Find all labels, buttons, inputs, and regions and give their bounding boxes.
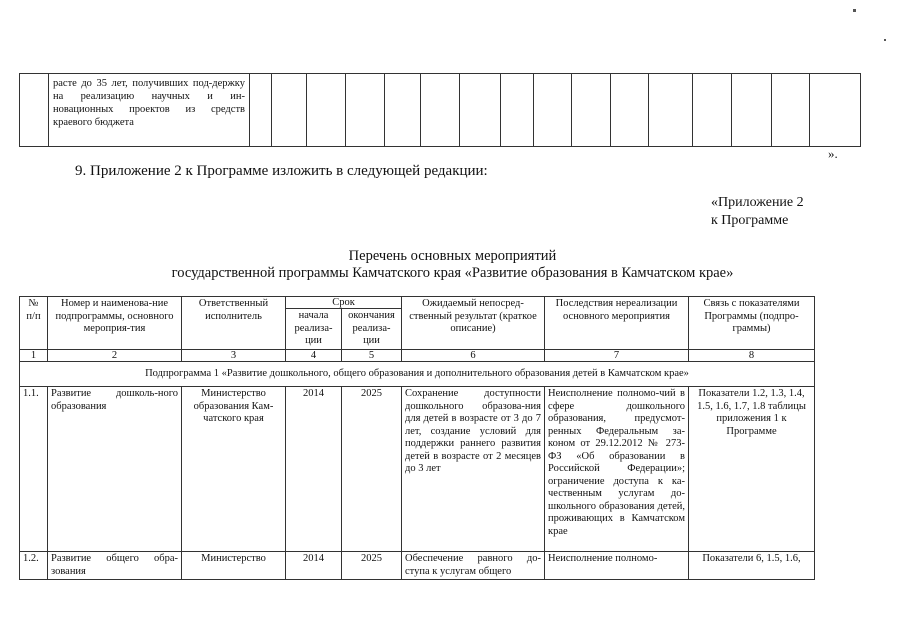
table-row: [20, 387, 815, 552]
column-number: 4: [286, 350, 342, 362]
table-header-row: [20, 297, 815, 309]
header-executor: Ответственный исполнитель: [182, 297, 286, 350]
column-number: 2: [48, 350, 182, 362]
row-result: Обеспечение равного до-ступа к услугам общего: [402, 552, 545, 580]
column-number: 5: [342, 350, 402, 362]
column-number: 8: [689, 350, 815, 362]
row-executor: Министерство образования Кам-чатского края: [182, 387, 286, 552]
previous-table-fragment: [19, 73, 861, 147]
row-name: Развитие дошколь-ного образования: [48, 387, 182, 552]
row-num: 1.2.: [20, 552, 48, 580]
scan-speck: [853, 9, 856, 12]
appendix-line-1: «Приложение 2: [711, 195, 804, 210]
row-link: Показатели 6, 1.5, 1.6,: [689, 552, 815, 580]
row-start: 2014: [286, 552, 342, 580]
header-result: Ожидаемый непосред-ственный результат (краткое описание): [402, 297, 545, 350]
row-link: Показатели 1.2, 1.3, 1.4, 1.5, 1.6, 1.7, 1.8 таблицы приложения 1 к Программе: [689, 387, 815, 552]
header-consequences: Последствия нереализации основного мероприятия: [545, 297, 689, 350]
fragment-text: расте до 35 лет, получивших под-держку на реализацию научных и ин-новационных проектов из средств краевого бюджета: [49, 74, 250, 147]
row-end: 2025: [342, 552, 402, 580]
column-number-row: [20, 350, 815, 362]
row-consequences: Неисполнение полномо-: [545, 552, 689, 580]
header-start: начала реализа-ции: [286, 309, 342, 350]
row-end: 2025: [342, 387, 402, 552]
header-end: окончания реализа-ции: [342, 309, 402, 350]
activities-table: [19, 296, 815, 580]
header-name: Номер и наименова-ние подпрограммы, основного мероприя-тия: [48, 297, 182, 350]
header-link: Связь с показателями Программы (подпро-граммы): [689, 297, 815, 350]
item-9-instruction: 9. Приложение 2 к Программе изложить в следующей редакции:: [75, 163, 488, 179]
row-num: 1.1.: [20, 387, 48, 552]
scan-speck: [884, 39, 886, 41]
column-number: 3: [182, 350, 286, 362]
column-number: 6: [402, 350, 545, 362]
row-name: Развитие общего обра-зования: [48, 552, 182, 580]
row-executor: Министерство: [182, 552, 286, 580]
appendix-header: [711, 194, 804, 230]
document-title-line-1: Перечень основных мероприятий: [348, 248, 557, 264]
header-num: № п/п: [20, 297, 48, 350]
subprogram-row: [20, 362, 815, 387]
subprogram-title: Подпрограмма 1 «Развитие дошкольного, общего образования и дополнительного образования детей в Камчатском крае»: [20, 362, 815, 387]
column-number: 1: [20, 350, 48, 362]
column-number: 7: [545, 350, 689, 362]
row-consequences: Неисполнение полномо-чий в сфере дошкольного образования, предусмот-ренных Федеральным за-коном от 29.12.2012 № 273-ФЗ «Об образовании в Российской Федерации»; ограничение доступа к ка-чественным услугам до-школьного образования детей, проживающих в Камчатском крае: [545, 387, 689, 552]
document-title-line-2: государственной программы Камчатского края «Развитие образования в Камчатском крае»: [171, 265, 734, 281]
row-start: 2014: [286, 387, 342, 552]
closing-quote-mark: ».: [828, 146, 838, 161]
header-term: Срок: [286, 297, 402, 309]
appendix-line-2: к Программе: [711, 213, 789, 228]
row-result: Сохранение доступности дошкольного образова-ния для детей в возрасте от 3 до 7 лет, создание условий для поддержки раннего развития детей в возрасте от 2 месяцев до 3 лет: [402, 387, 545, 552]
table-row: [20, 552, 815, 580]
